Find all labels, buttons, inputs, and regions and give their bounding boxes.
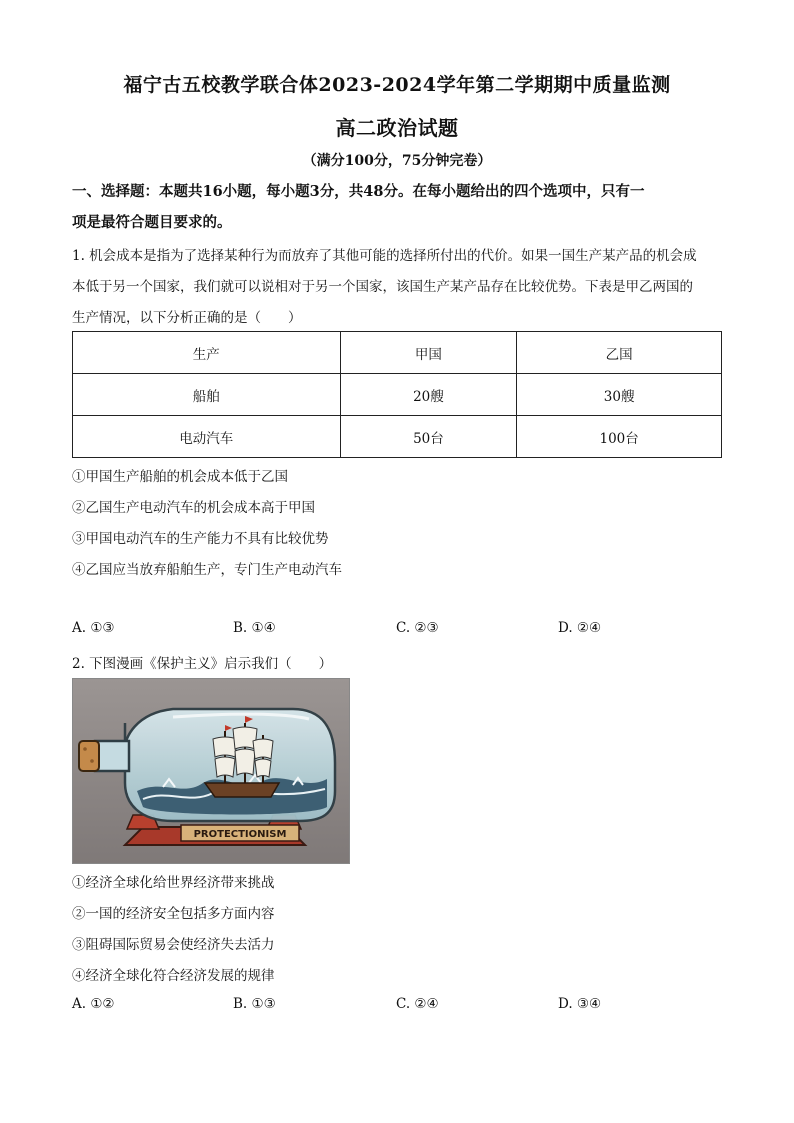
- q2-option-d[interactable]: D. ③④: [558, 996, 602, 1012]
- q2-option-a[interactable]: A. ①②: [72, 996, 115, 1012]
- q1-statement: ①甲国生产船舶的机会成本低于乙国: [72, 469, 288, 485]
- q1-statement: ④乙国应当放弃船舶生产，专门生产电动汽车: [72, 562, 342, 578]
- table-header-cell: 甲国: [340, 332, 517, 374]
- q1-option-b[interactable]: B. ①④: [233, 620, 276, 636]
- table-cell: 100台: [517, 416, 722, 458]
- q1-option-d[interactable]: D. ②④: [558, 620, 602, 636]
- q1-option-c[interactable]: C. ②③: [396, 620, 439, 636]
- exam-subtitle: 高二政治试题: [335, 116, 459, 140]
- table-row: [73, 374, 722, 416]
- exam-note: （满分100分，75分钟完卷）: [302, 153, 492, 169]
- q1-option-a[interactable]: A. ①③: [72, 620, 115, 636]
- q1-stem-line1: 1. 机会成本是指为了选择某种行为而放弃了其他可能的选择所付出的代价。如果一国生产某产品的机会成: [72, 248, 697, 264]
- protectionism-cartoon: [72, 678, 350, 864]
- table-cell: 船舶: [73, 374, 341, 416]
- table-cell: 电动汽车: [73, 416, 341, 458]
- q1-stem-line3: 生产情况，以下分析正确的是（ ）: [72, 310, 302, 326]
- table-header-cell: 生产: [73, 332, 341, 374]
- q1-stem-line2: 本低于另一个国家，我们就可以说相对于另一个国家，该国生产某产品存在比较优势。下表是甲乙两国的: [72, 279, 693, 295]
- ship-in-bottle-icon: [73, 679, 349, 863]
- q2-statement: ③阻碍国际贸易会使经济失去活力: [72, 937, 275, 953]
- production-table: [72, 331, 722, 458]
- exam-title: 福宁古五校教学联合体2023-2024学年第二学期期中质量监测: [123, 74, 671, 96]
- table-cell: 30艘: [517, 374, 722, 416]
- q2-stem: 2. 下图漫画《保护主义》启示我们（ ）: [72, 656, 333, 672]
- q2-statement: ①经济全球化给世界经济带来挑战: [72, 875, 275, 891]
- section-heading-line1: 一、选择题：本题共16小题，每小题3分，共48分。在每小题给出的四个选项中，只有一: [72, 183, 645, 200]
- table-header-row: [73, 332, 722, 374]
- q1-statement: ③甲国电动汽车的生产能力不具有比较优势: [72, 531, 329, 547]
- section-heading-line2: 项是最符合题目要求的。: [72, 214, 232, 231]
- banner-text: PROTECTIONISM: [193, 829, 287, 840]
- q2-statement: ②一国的经济安全包括多方面内容: [72, 906, 275, 922]
- table-cell: 50台: [340, 416, 517, 458]
- table-cell: 20艘: [340, 374, 517, 416]
- table-row: [73, 416, 722, 458]
- q2-statement: ④经济全球化符合经济发展的规律: [72, 968, 275, 984]
- q2-option-b[interactable]: B. ①③: [233, 996, 276, 1012]
- q2-option-c[interactable]: C. ②④: [396, 996, 439, 1012]
- q1-statement: ②乙国生产电动汽车的机会成本高于甲国: [72, 500, 315, 516]
- table-header-cell: 乙国: [517, 332, 722, 374]
